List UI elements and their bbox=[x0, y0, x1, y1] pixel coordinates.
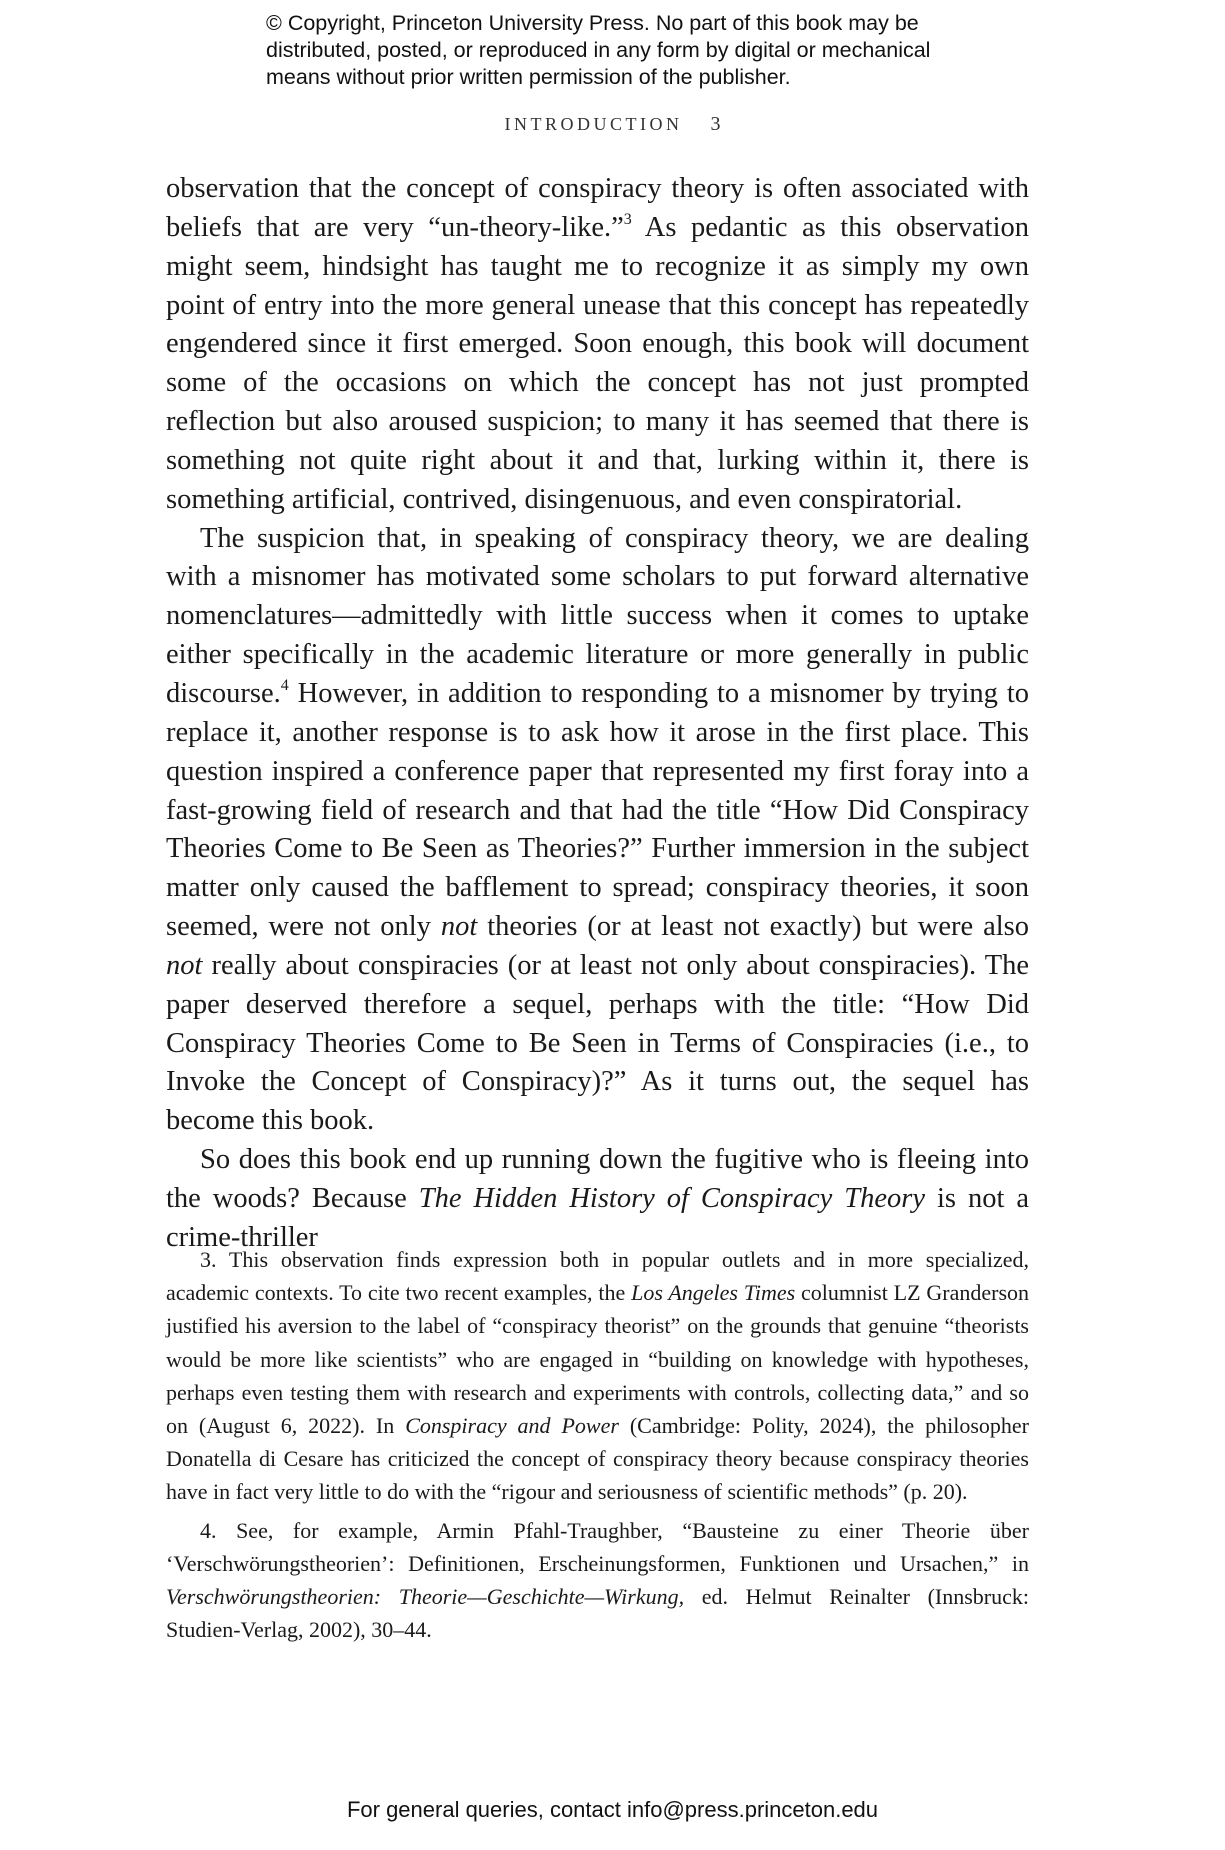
page-number: 3 bbox=[710, 113, 721, 135]
running-head-title: INTRODUCTION bbox=[504, 114, 683, 134]
book-title: The Hidden History of Conspiracy Theory bbox=[418, 1182, 926, 1214]
copyright-line: distributed, posted, or reproduced in any form by digital or mechanical bbox=[266, 38, 931, 62]
copyright-line: means without prior written permission of the publisher. bbox=[266, 65, 791, 89]
footnote-ref-3[interactable]: 3 bbox=[623, 210, 632, 228]
footnote-ref-4[interactable]: 4 bbox=[280, 676, 289, 694]
copyright-line: © Copyright, Princeton University Press. No part of this book may be bbox=[266, 11, 919, 35]
paragraph: So does this book end up running down the fugitive who is fleeing into the woods? Because The Hidden History of Conspiracy Theory is not a crime-thriller bbox=[166, 1144, 1030, 1253]
footnote-4: 4. See, for example, Armin Pfahl-Traughber, “Bausteine zu einer Theorie über ‘Verschwörungstheorien’: Definitionen, Erscheinungsformen, Funktionen und Ursachen,” in Verschwörungstheorien: Theorie—Geschichte—Wirkung, ed. Helmut Reinalter (Innsbruck: Studien-Verlag, 2002), 30–44. bbox=[166, 1517, 1029, 1643]
copyright-notice bbox=[266, 10, 1026, 91]
footer-contact: For general queries, contact info@press.princeton.edu bbox=[346, 1797, 879, 1822]
running-head bbox=[0, 113, 1225, 136]
paragraph: The suspicion that, in speaking of conspiracy theory, we are dealing with a misnomer has motivated some scholars to put forward alternative nomenclatures—admittedly with little success when it comes to uptake either specifically in the academic literature or more generally in public discourse.$^4$ However, in addition to responding to a misnomer by trying to replace it, another response is to ask how it arose in the first place. This question inspired a conference paper that represented my first foray into a fast-growing field of research and that had the title “How Did Conspiracy Theories Come to Be Seen as Theories?” Further immersion in the subject matter only caused the bafflement to spread; conspiracy theories, it soon seemed, were not only not theories (or at least not exactly) but were also not really about conspiracies (or at least not only about conspiracies). The paper deserved therefore a sequel, perhaps with the title: “How Did Conspiracy Theories Come to Be Seen in Terms of Conspiracies (i.e., to Invoke the Concept of Conspiracy)?” As it turns out, the sequel has become this book. bbox=[166, 522, 1029, 1137]
footnotes bbox=[166, 1243, 1029, 1651]
paragraph: observation that the concept of conspiracy theory is often associated with beliefs that are very “un-theory-like.”$^3$ As pedantic as this observation might seem, hindsight has taught me to recognize it as simply my own point of entry into the more general unease that this concept has repeatedly engendered since it first emerged. Soon enough, this book will document some of the occasions on which the concept has not just prompted reflection but also aroused suspicion; to many it has seemed that there is something not quite right about it and that, lurking within it, there is something artificial, contrived, disingenuous, and even conspiratorial. bbox=[166, 173, 1029, 515]
body-text bbox=[166, 170, 1029, 1258]
footnote-3: 3. This observation finds expression both in popular outlets and in more specialized, academic contexts. To cite two recent examples, the Los Angeles Times columnist LZ Granderson justified his aversion to the label of “conspiracy theorist” on the grounds that genuine “theorists would be more like scientists” who are engaged in “building on knowledge with hypotheses, perhaps even testing them with research and experiments with controls, collecting data,” and so on (August 6, 2022). In Conspiracy and Power (Cambridge: Polity, 2024), the philosopher Donatella di Cesare has criticized the concept of conspiracy theory because conspiracy theories have in fact very little to do with the “rigour and seriousness of scientific methods” (p. 20). bbox=[166, 1247, 1030, 1505]
